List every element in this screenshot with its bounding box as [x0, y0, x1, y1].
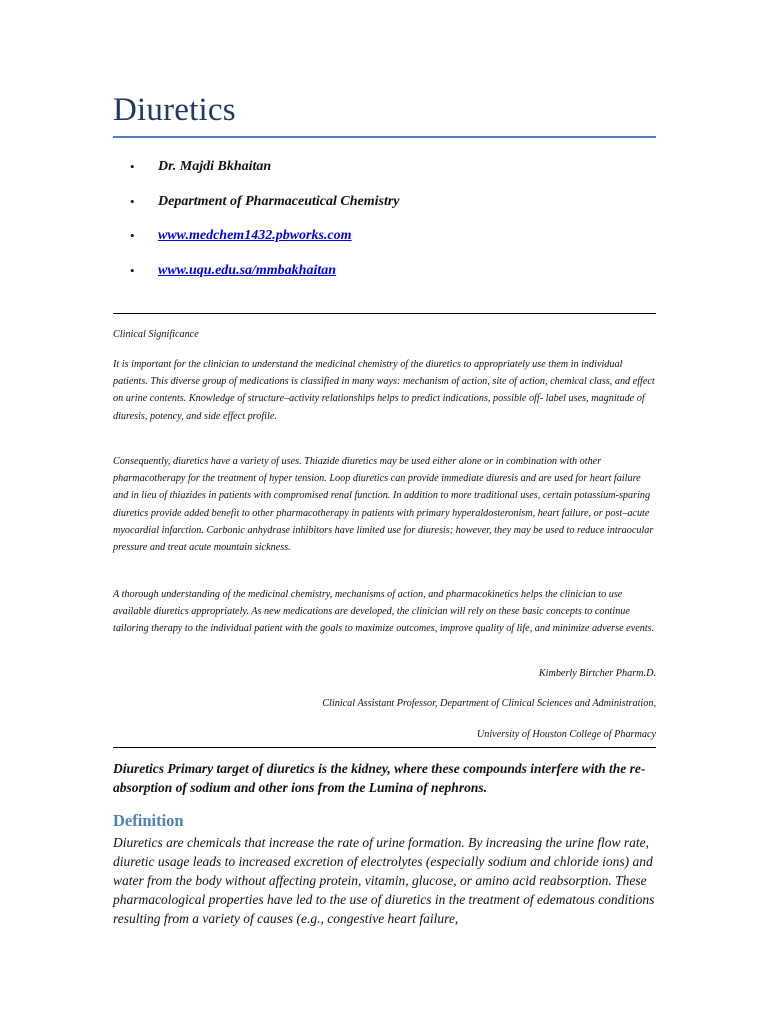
title-underline	[113, 136, 656, 138]
clinical-significance-heading: Clinical Significance	[113, 329, 199, 340]
bullet-dot: •	[130, 193, 135, 209]
pbworks-link[interactable]: www.medchem1432.pbworks.com	[158, 228, 352, 243]
definition-body: Diuretics are chemicals that increase the rate of urine formation. By increasing the urine flow rate, diuretic usage leads to increased excretion of electrolytes (especially sodium and chloride ions) and water from the body without affecting protein, vitamin, glucose, or amino acid reabsorption. These pharmacological properties have led to the use of diuretics in the treatment of edematous conditions resulting from a variety of causes (e.g., congestive heart failure,	[113, 835, 655, 926]
bullet-dot: •	[130, 159, 135, 174]
clinical-paragraph-1: It is important for the clinician to understand the medicinal chemistry of the diuretics to appropriately use them in individual patients. This diverse group of medications is classified in many ways: mechanism of action, site of action, chemical class, and effect on urine contents. Knowledge of structure‒activity relationships helps to predict indications, possible off- label uses, magnitude of diuresis, potency, and side effect profile.	[113, 359, 655, 422]
bullet-link-pbworks	[113, 219, 653, 254]
author-info-list	[113, 150, 653, 288]
definition-heading: Definition	[113, 811, 184, 830]
department-name: Department of Pharmaceutical Chemistry	[158, 193, 400, 209]
author-name: Dr. Majdi Bkhaitan	[158, 159, 272, 174]
section-divider-bottom	[113, 747, 656, 748]
primary-target-statement: Diuretics Primary target of diuretics is the kidney, where these compounds interfere with the re-absorption of sodium and other ions from the Lumina of nephrons.	[113, 761, 646, 795]
signature-name: Kimberly Birtcher Pharm.D.	[538, 668, 656, 679]
page-title: Diuretics	[113, 92, 236, 128]
section-divider-top	[113, 313, 656, 314]
bullet-department	[113, 185, 653, 220]
clinical-paragraph-2: Consequently, diuretics have a variety of uses. Thiazide diuretics may be used either alone or in combination with other pharmacotherapy for the treatment of hyper tension. Loop diuretics can provide immediate diuresis and are used for heart failure and in lieu of thiazides in patients with compromised renal function. In addition to more traditional uses, certain potassium-sparing diuretics provide added benefit to other pharmacotherapy in patients with primary hyperaldosteronism, heart failure, or post‒acute myocardial infarction. Carbonic anhydrase inhibitors have limited use for diuresis; however, they may be used to reduce intraocular pressure and treat acute mountain sickness.	[113, 456, 654, 554]
bullet-dot: •	[130, 228, 135, 243]
bullet-dot: •	[130, 262, 135, 278]
signature-institution: University of Houston College of Pharmacy	[476, 729, 656, 740]
bullet-link-uqu	[113, 254, 653, 289]
signature-role: Clinical Assistant Professor, Department of Clinical Sciences and Administration,	[322, 698, 656, 709]
bullet-author	[113, 150, 653, 185]
uqu-link[interactable]: www.uqu.edu.sa/mmbakhaitan	[158, 262, 337, 278]
clinical-paragraph-3: A thorough understanding of the medicinal chemistry, mechanisms of action, and pharmacokinetics helps the clinician to use available diuretics appropriately. As new medications are developed, the clinician will rely on these basic concepts to continue tailoring therapy to the individual patient with the goals to maximize outcomes, improve quality of life, and minimize adverse events.	[113, 589, 655, 635]
